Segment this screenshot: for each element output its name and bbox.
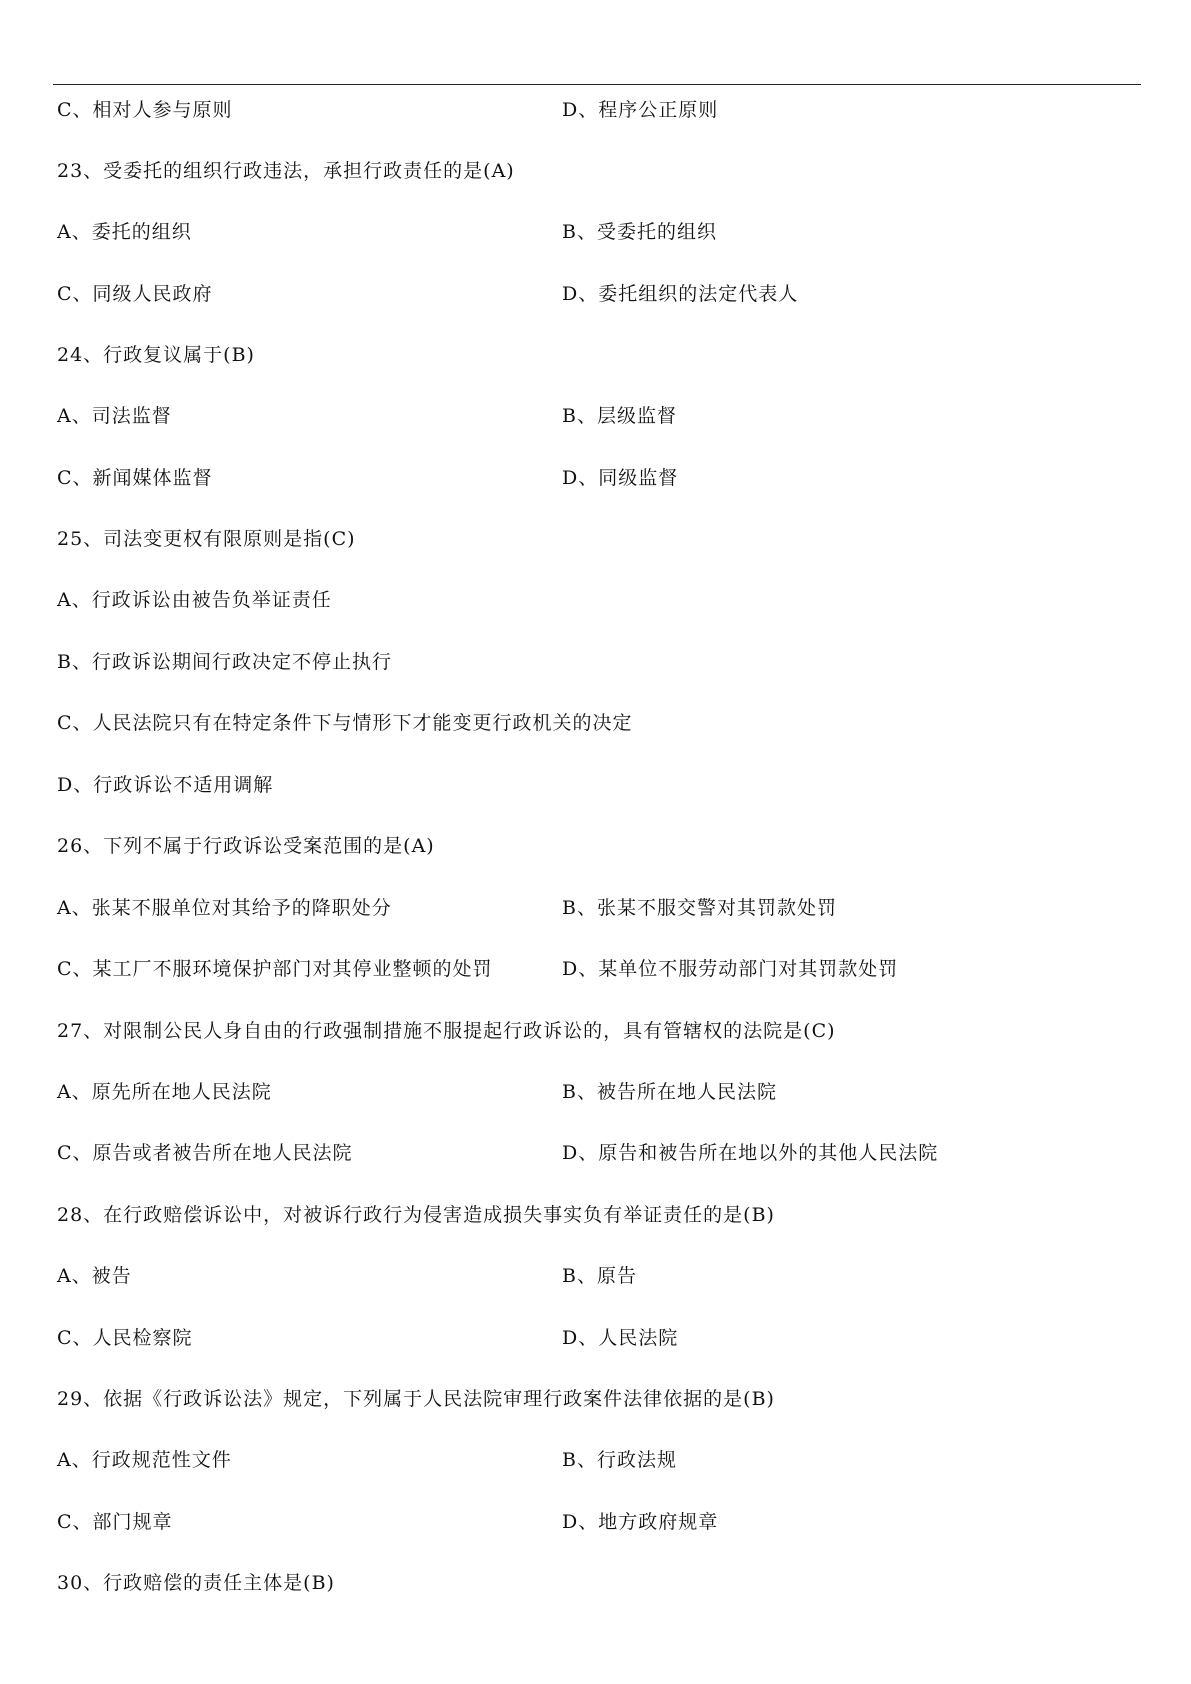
option-23-c: C、同级人民政府 xyxy=(57,283,213,305)
option-24-c: C、新闻媒体监督 xyxy=(57,467,213,489)
option-29-d: D、地方政府规章 xyxy=(562,1511,719,1533)
option-24-b: B、层级监督 xyxy=(562,405,677,427)
option-24-a: A、司法监督 xyxy=(57,405,172,427)
option-26-b: B、张某不服交警对其罚款处罚 xyxy=(562,897,837,919)
option-23-b: B、受委托的组织 xyxy=(562,221,717,243)
option-28-d: D、人民法院 xyxy=(562,1327,679,1349)
option-27-d: D、原告和被告所在地以外的其他人民法院 xyxy=(562,1142,939,1164)
option-28-a: A、被告 xyxy=(57,1265,132,1287)
option-25-d: D、行政诉讼不适用调解 xyxy=(57,774,274,796)
option-23-a: A、委托的组织 xyxy=(57,221,192,243)
question-30-stem: 30、行政赔偿的责任主体是(B) xyxy=(57,1572,335,1594)
question-23-stem: 23、受委托的组织行政违法，承担行政责任的是(A) xyxy=(57,160,515,182)
question-24-stem: 24、行政复议属于(B) xyxy=(57,344,255,366)
option-22-d: D、程序公正原则 xyxy=(562,99,719,121)
question-29-stem: 29、依据《行政诉讼法》规定，下列属于人民法院审理行政案件法律依据的是(B) xyxy=(57,1388,775,1410)
question-27-stem: 27、对限制公民人身自由的行政强制措施不服提起行政诉讼的，具有管辖权的法院是(C) xyxy=(57,1020,836,1042)
option-29-c: C、部门规章 xyxy=(57,1511,173,1533)
option-23-d: D、委托组织的法定代表人 xyxy=(562,283,799,305)
question-26-stem: 26、下列不属于行政诉讼受案范围的是(A) xyxy=(57,835,435,857)
option-26-a: A、张某不服单位对其给予的降职处分 xyxy=(57,897,392,919)
option-28-c: C、人民检察院 xyxy=(57,1327,193,1349)
option-25-a: A、行政诉讼由被告负举证责任 xyxy=(57,589,332,611)
option-27-b: B、被告所在地人民法院 xyxy=(562,1081,777,1103)
question-25-stem: 25、司法变更权有限原则是指(C) xyxy=(57,528,356,550)
option-22-c: C、相对人参与原则 xyxy=(57,99,233,121)
option-29-b: B、行政法规 xyxy=(562,1449,677,1471)
option-25-c: C、人民法院只有在特定条件下与情形下才能变更行政机关的决定 xyxy=(57,712,633,734)
option-25-b: B、行政诉讼期间行政决定不停止执行 xyxy=(57,651,392,673)
option-27-a: A、原先所在地人民法院 xyxy=(57,1081,272,1103)
option-26-d: D、某单位不服劳动部门对其罚款处罚 xyxy=(562,958,899,980)
option-29-a: A、行政规范性文件 xyxy=(57,1449,232,1471)
option-27-c: C、原告或者被告所在地人民法院 xyxy=(57,1142,353,1164)
question-28-stem: 28、在行政赔偿诉讼中，对被诉行政行为侵害造成损失事实负有举证责任的是(B) xyxy=(57,1204,775,1226)
option-24-d: D、同级监督 xyxy=(562,467,679,489)
option-26-c: C、某工厂不服环境保护部门对其停业整顿的处罚 xyxy=(57,958,493,980)
option-28-b: B、原告 xyxy=(562,1265,637,1287)
header-rule xyxy=(53,84,1141,85)
